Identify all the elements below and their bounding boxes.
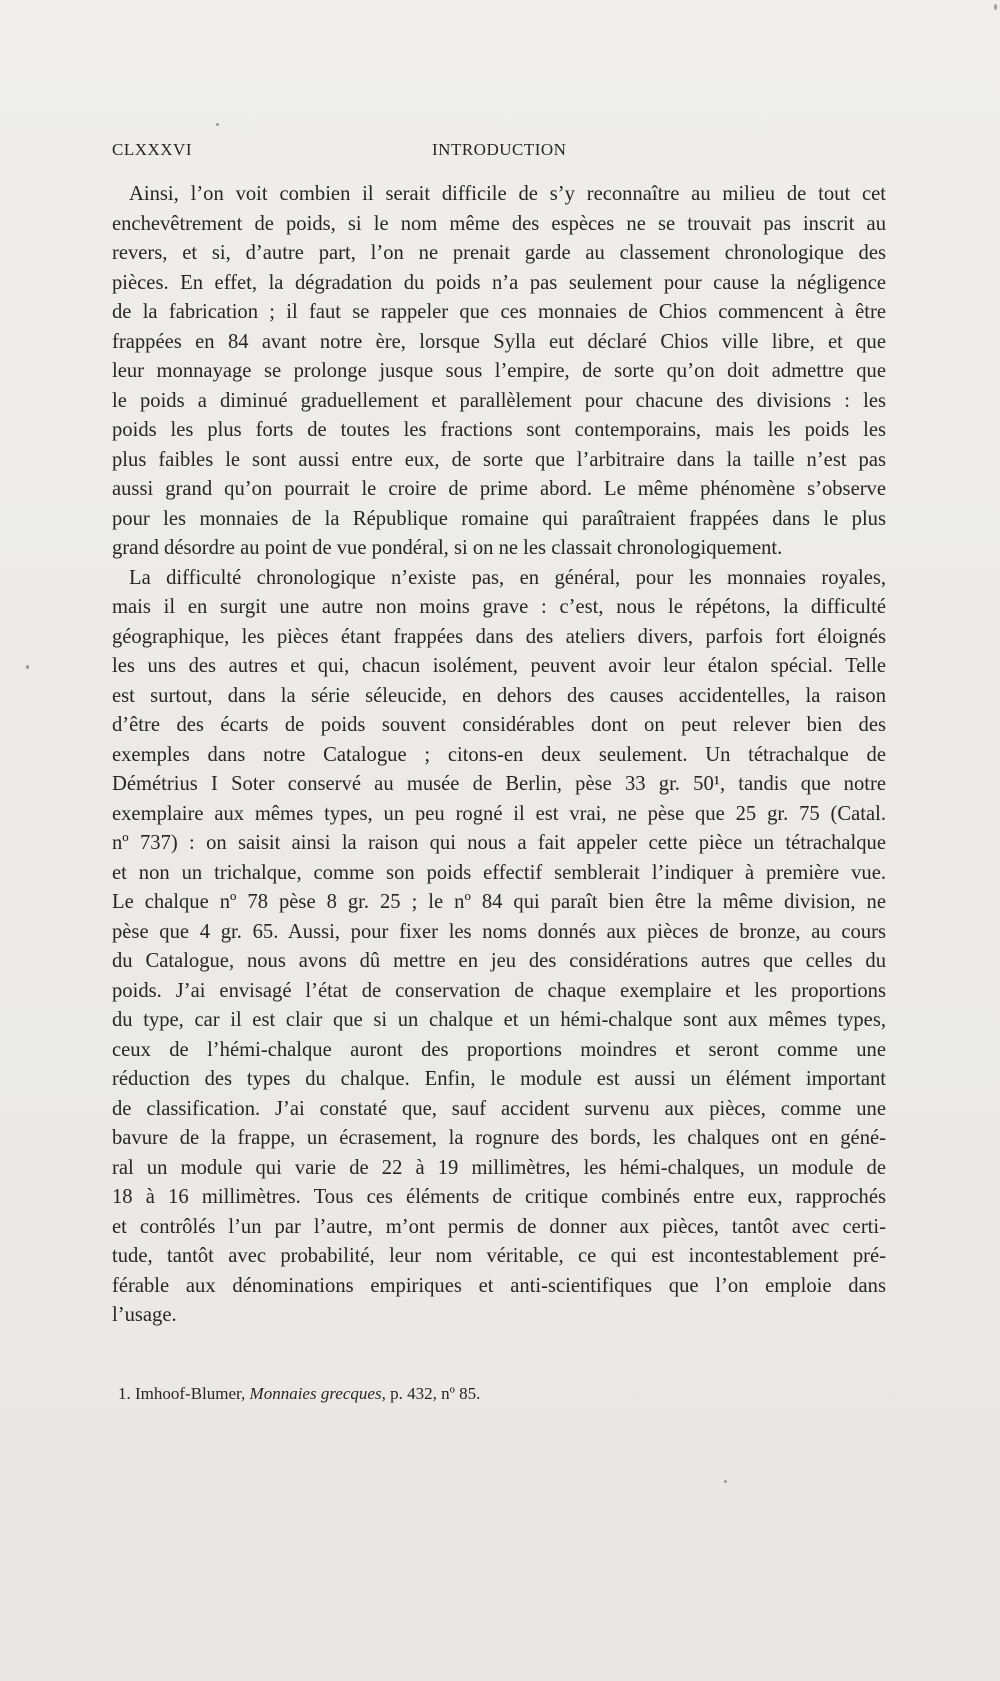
text-line: de classification. J’ai constaté que, sauf accident survenu aux pièces, comme une [112,1097,886,1120]
text-line: 18 à 16 millimètres. Tous ces éléments de critique combinés entre eux, rapprochés [112,1186,886,1208]
text-line: d’être des écarts de poids souvent considérables dont on peut relever bien des [112,714,886,736]
footnote-title: Monnaies grecques, [249,1384,386,1403]
text-line: férable aux dénominations empiriques et anti-scientifiques que l’on emploie dans [112,1274,886,1297]
text-line: de la fabrication ; il faut se rappeler que ces monnaies de Chios commencent à être [112,301,886,323]
running-header [112,140,902,164]
text-line: nº 737) : on saisit ainsi la raison qui nous a fait appeler cette pièce un tétrachalque [112,832,886,854]
text-line: poids les plus forts de toutes les fractions sont contemporains, mais les poids les [112,419,886,441]
text-line: du type, car il est clair que si un chalque et un hémi-chalque sont aux mêmes types, [112,1009,886,1031]
text-line: aussi grand qu’on pourrait le croire de prime abord. Le même phénomène s’observe [112,478,886,500]
text-line: et contrôlés l’un par l’autre, m’ont permis de donner aux pièces, tantôt avec certi- [112,1215,886,1238]
text-line: Le chalque nº 78 pèse 8 gr. 25 ; le nº 84 qui paraît bien être la même division, ne [112,891,886,913]
paper-speck [724,1480,727,1483]
text-line: Démétrius I Soter conservé au musée de Berlin, pèse 33 gr. 50¹, tandis que notre [112,773,886,795]
text-line: leur monnayage se prolonge jusque sous l’empire, de sorte qu’on doit admettre que [112,360,886,382]
text-line: tude, tantôt avec probabilité, leur nom véritable, ce qui est incontestablement pré- [112,1245,886,1267]
text-line: le poids a diminué graduellement et parallèlement pour chacune des divisions : les [112,389,886,412]
text-line: les uns des autres et qui, chacun isolément, peuvent avoir leur étalon spécial. Telle [112,655,886,677]
footnote-marker: 1. [118,1384,131,1403]
text-line: l’usage. [112,1304,177,1326]
text-line: mais il en surgit une autre non moins grave : c’est, nous le répétons, la difficulté [112,596,886,618]
text-line: frappées en 84 avant notre ère, lorsque Sylla eut déclaré Chios ville libre, et que [112,330,886,353]
text-line: exemples dans notre Catalogue ; citons-en deux seulement. Un tétrachalque de [112,743,886,766]
paper-speck [216,123,219,126]
text-line: plus faibles le sont aussi entre eux, de sorte que l’arbitraire dans la taille n’est pas [112,448,886,471]
page-number: CLXXXVI [112,140,192,159]
paragraph-1 [112,180,886,564]
footnote [118,1383,878,1405]
body-text [112,180,886,1331]
text-line: exemplaire aux mêmes types, un peu rogné il est vrai, ne pèse que 25 gr. 75 (Catal. [112,802,886,825]
text-line: ceux de l’hémi-chalque auront des proportions moindres et seront comme une [112,1038,886,1061]
text-line: grand désordre au point de vue pondéral, si on ne les classait chronologiquement. [112,537,783,559]
text-line: réduction des types du chalque. Enfin, le module est aussi un élément important [112,1068,886,1090]
paper-speck [26,665,29,669]
text-line: géographique, les pièces étant frappées dans des ateliers divers, parfois fort éloignés [112,625,886,648]
text-line: poids. J’ai envisagé l’état de conservation de chaque exemplaire et les proportions [112,979,886,1002]
text-line: et non un trichalque, comme son poids effectif semblerait l’indiquer à première vue. [112,861,886,884]
text-line: pour les monnaies de la République romaine qui paraîtraient frappées dans le plus [112,507,886,530]
text-line: ral un module qui varie de 22 à 19 millimètres, les hémi-chalques, un module de [112,1156,886,1179]
text-line: est surtout, dans la série séleucide, en dehors des causes accidentelles, la raison [112,684,886,707]
running-title: INTRODUCTION [432,140,567,159]
paragraph-2 [112,564,886,1331]
paper-speck [994,4,997,10]
text-line: revers, et si, d’autre part, l’on ne prenait garde au classement chronologique des [112,242,886,264]
text-line: bavure de la frappe, un écrasement, la rognure des bords, les chalques ont en géné- [112,1127,886,1149]
text-line: pièces. En effet, la dégradation du poids n’a pas seulement pour cause la négligence [112,271,886,294]
text-line: pèse que 4 gr. 65. Aussi, pour fixer les noms donnés aux pièces de bronze, au cours [112,920,886,943]
footnote-author: Imhoof-Blumer, [135,1384,246,1403]
footnote-reference: p. 432, nº 85. [390,1384,481,1403]
text-line: du Catalogue, nous avons dû mettre en jeu des considérations autres que celles du [112,950,886,972]
text-line: enchevêtrement de poids, si le nom même des espèces ne se trouvait pas inscrit au [112,212,886,235]
text-line: Ainsi, l’on voit combien il serait difficile de s’y reconnaître au milieu de tout cet [129,183,886,205]
text-line: La difficulté chronologique n’existe pas, en général, pour les monnaies royales, [129,566,886,589]
